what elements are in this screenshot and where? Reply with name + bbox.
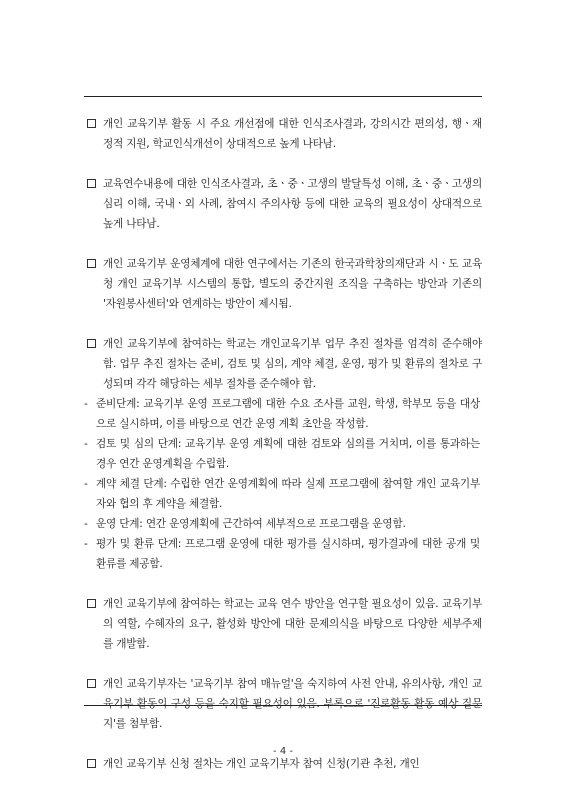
step-text: 계약 체결 단계: 수립한 연간 운영계획에 따라 실제 프로그램에 참여할 개인 교육기부자와 협의 후 계약을 체결함. (96, 478, 480, 510)
step-item-prep (84, 394, 480, 434)
paragraph-training-survey (86, 174, 482, 234)
paragraph-operating-system (86, 254, 482, 314)
paragraph-procedure (86, 334, 482, 394)
paragraph-text: 개인 교육기부 활동 시 주요 개선점에 대한 인식조사결과, 강의시간 편의성, 행ㆍ재정적 지원, 학교인식개선이 상대적으로 높게 나타남. (103, 118, 482, 150)
paragraph-training-plan (86, 594, 482, 654)
paragraph-manual (86, 674, 482, 734)
top-rule (84, 96, 482, 97)
checkbox-square-icon (87, 179, 96, 188)
dash-bullet: - (84, 398, 88, 410)
checkbox-square-icon (87, 599, 96, 608)
dash-bullet: - (84, 518, 88, 530)
page-number: - 4 - (273, 746, 293, 757)
paragraph-text: 교육연수내용에 대한 인식조사결과, 초ㆍ중ㆍ고생의 발달특성 이해, 초ㆍ중ㆍ고생의 심리 이해, 국내ㆍ외 사례, 참여시 주의사항 등에 대한 교육의 필요성이 상대적으로 높게 나타남. (103, 178, 482, 230)
step-text: 준비단계: 교육기부 운영 프로그램에 대한 수요 조사를 교원, 학생, 학부모 등을 대상으로 실시하며, 이를 바탕으로 연간 운영 계획 초안을 작성함. (96, 398, 480, 430)
step-text: 운영 단계: 연간 운영계획에 근간하여 세부적으로 프로그램을 운영함. (96, 518, 406, 530)
document-body (86, 114, 482, 774)
paragraph-text: 개인 교육기부자는 '교육기부 참여 매뉴얼'을 숙지하여 사전 안내, 유의사항, 개인 교육기부 활동의 구성 등을 숙지할 필요성이 있음. 부록으로 '진로활동 활동 예상 질문지'를 첨부함. (103, 678, 482, 730)
step-item-contract (84, 474, 480, 514)
step-item-operation (84, 514, 480, 534)
step-text: 검토 및 심의 단계: 교육기부 운영 계획에 대한 검토와 심의를 거치며, 이를 통과하는 경우 연간 운영계획을 수립함. (96, 438, 480, 470)
paragraph-text: 개인 교육기부에 참여하는 학교는 개인교육기부 업무 추진 절차를 엄격히 준수해야 함. 업무 추진 절차는 준비, 검토 및 심의, 계약 체결, 운영, 평가 및 환류의 절차로 구성되며 각각 해당하는 세부 절차를 준수해야 함. (103, 338, 482, 390)
bottom-rule (84, 705, 482, 706)
step-text: 평가 및 환류 단계: 프로그램 운영에 대한 평가를 실시하며, 평가결과에 대한 공개 및 환류를 제공함. (96, 538, 480, 570)
paragraph-application (86, 754, 482, 774)
paragraph-improvement-survey (86, 114, 482, 154)
step-item-review (84, 434, 480, 474)
step-item-evaluation (84, 534, 480, 574)
checkbox-square-icon (87, 119, 96, 128)
paragraph-text: 개인 교육기부 운영체계에 대한 연구에서는 기존의 한국과학창의재단과 시ㆍ도 교육청 개인 교육기부 시스템의 통합, 별도의 중간지원 조직을 구축하는 방안과 기존의 '자원봉사센터'와 연계하는 방안이 제시됨. (103, 258, 482, 310)
checkbox-square-icon (87, 759, 96, 768)
dash-bullet: - (84, 478, 88, 490)
paragraph-text: 개인 교육기부에 참여하는 학교는 교육 연수 방안을 연구할 필요성이 있음. 교육기부의 역할, 수혜자의 요구, 활성화 방안에 대한 문제의식을 바탕으로 다양한 세부주제를 개발함. (103, 598, 482, 650)
checkbox-square-icon (87, 339, 96, 348)
dash-bullet: - (84, 438, 88, 450)
checkbox-square-icon (87, 679, 96, 688)
dash-bullet: - (84, 538, 88, 550)
paragraph-text: 개인 교육기부 신청 절차는 개인 교육기부자 참여 신청(기관 추천, 개인 (103, 758, 420, 770)
checkbox-square-icon (87, 259, 96, 268)
